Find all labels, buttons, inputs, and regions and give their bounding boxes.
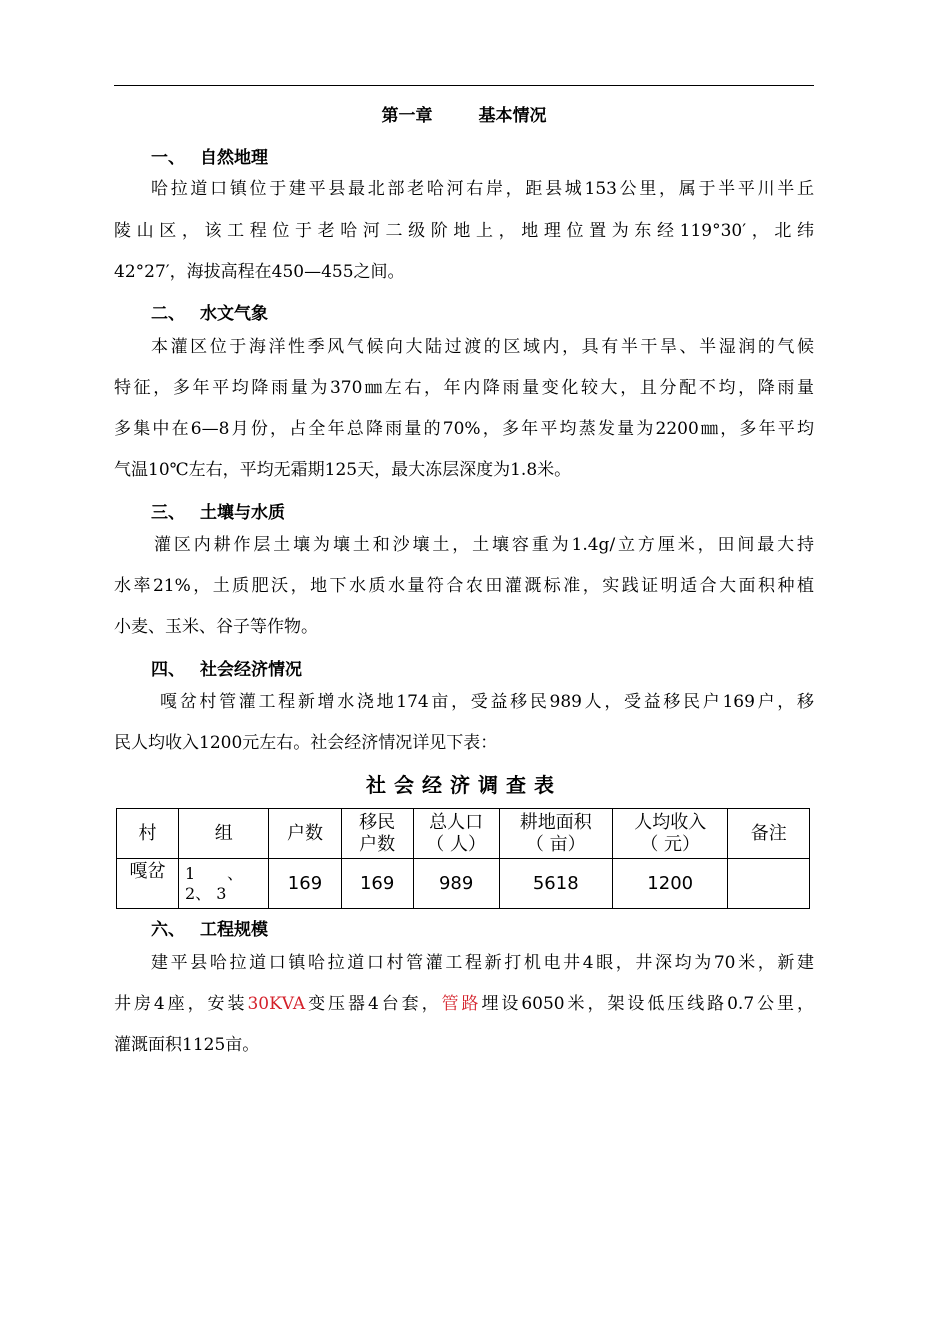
paragraph-line: 灌溉面积1125亩。 [114,1035,260,1055]
header-cell: 移民 户数 [341,809,413,859]
section-heading: 六、 工程规模 [151,920,268,940]
chapter-name: 基本情况 [478,106,547,126]
cell-village: 嘎岔 [117,859,179,909]
cell-households: 169 [269,859,341,909]
highlight-text: 管路 [441,994,482,1014]
table-title: 社会经济调查表 [366,773,562,797]
paragraph-line: 陵山区，该工程位于老哈河二级阶地上，地理位置为东经119°30′，北纬 [114,221,814,241]
header-cell: 备注 [728,809,810,859]
header-cell: 组 [179,809,269,859]
chapter-number: 第一章 [381,106,433,126]
cell-income: 1200 [613,859,728,909]
cell-population: 989 [413,859,499,909]
paragraph-line: 水率21%，土质肥沃，地下水质水量符合农田灌溉标准，实践证明适合大面积种植 [114,576,814,596]
header-cell: 总人口 （ 人） [413,809,499,859]
header-cell: 户数 [269,809,341,859]
header-cell: 耕地面积 （ 亩） [499,809,612,859]
cell-note [728,859,810,909]
cell-migrant-households: 169 [341,859,413,909]
header-rule [114,85,814,86]
paragraph-line: 小麦、玉米、谷子等作物。 [114,617,318,637]
table-row [117,859,810,909]
header-cell: 村 [117,809,179,859]
paragraph-line: 建平县哈拉道口镇哈拉道口村管灌工程新打机电井4眼，井深均为70米，新建 [151,953,814,973]
paragraph-line: 哈拉道口镇位于建平县最北部老哈河右岸，距县城153公里，属于半平川半丘 [151,179,814,199]
paragraph-line: 42°27′，海拔高程在450—455之间。 [114,262,405,282]
paragraph-line: 井房4座，安装30KVA变压器4台套，管路埋设6050米，架设低压线路0.7公里， [114,994,814,1014]
header-cell: 人均收入 （ 元） [613,809,728,859]
section-heading: 一、 自然地理 [151,148,268,168]
paragraph-line: 嘎岔村管灌工程新增水浇地174亩，受益移民989人，受益移民户169户，移 [160,692,814,712]
cell-group: 1 、 2、 3 [179,859,269,909]
paragraph-line: 灌区内耕作层土壤为壤土和沙壤土，土壤容重为1.4g/立方厘米，田间最大持 [154,535,814,555]
section-heading: 二、 水文气象 [151,304,268,324]
table-header-row [117,809,810,859]
section-heading: 三、 土壤与水质 [151,503,285,523]
highlight-text: 30KVA [247,994,306,1014]
paragraph-line: 多集中在6—8月份，占全年总降雨量的70%，多年平均蒸发量为2200㎜，多年平均 [114,419,814,439]
section-heading: 四、 社会经济情况 [151,660,302,680]
cell-farmland: 5618 [499,859,612,909]
paragraph-line: 民人均收入1200元左右。社会经济情况详见下表： [114,733,498,753]
paragraph-line: 本灌区位于海洋性季风气候向大陆过渡的区域内，具有半干旱、半湿润的气候 [151,337,814,357]
chapter-title [114,101,814,126]
paragraph-line: 气温10℃左右，平均无霜期125天，最大冻层深度为1.8米。 [114,460,572,480]
survey-table [116,808,810,909]
paragraph-line: 特征，多年平均降雨量为370㎜左右，年内降雨量变化较大，且分配不均，降雨量 [114,378,814,398]
